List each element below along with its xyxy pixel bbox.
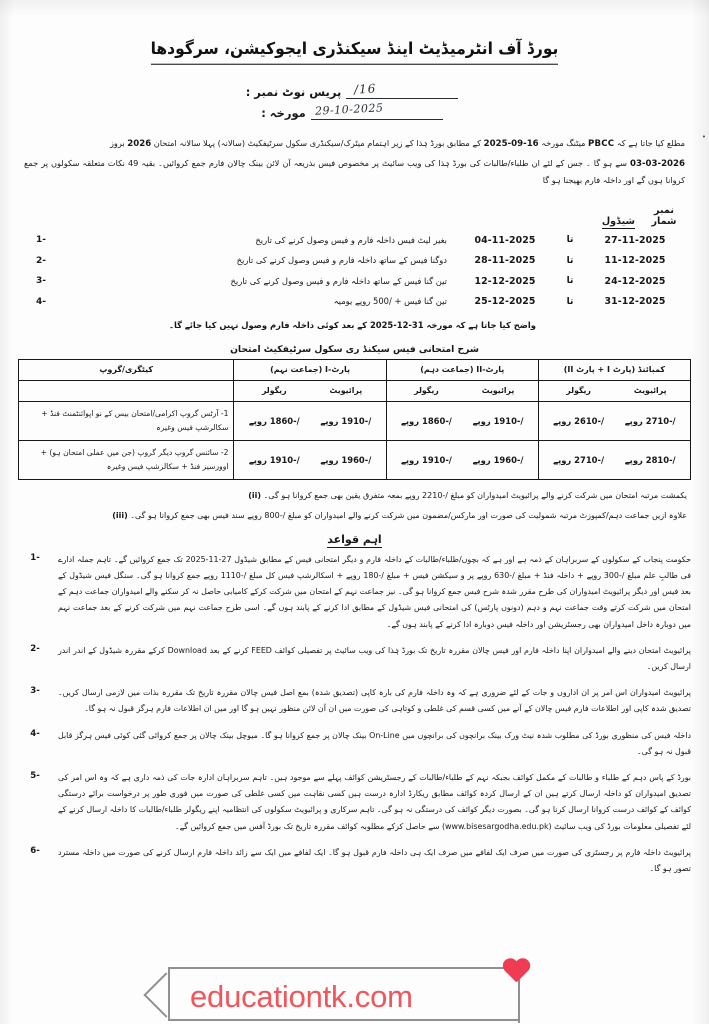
fee-table-header-row [19, 360, 691, 381]
schedule-footnote-suffix: کے بعد کوئی داخلہ فارم وصول نہیں کیا جائے گا۔ [169, 320, 368, 331]
intro-text-c: کے مطابق بورڈ ہٰذا کے زیر اہتمام میٹرک/سیکنڈری سکول سرٹیفکیٹ (سالانہ) پہلا سالانہ امتحان [153, 138, 482, 149]
fee-subhdr-combined [538, 381, 690, 402]
schedule-row-sr: 3- [36, 276, 46, 287]
press-note-blank [346, 81, 458, 99]
schedule-footnote-prefix: واضح کیا جاتا ہے کہ مورخہ [426, 320, 536, 331]
fee-part1-private: /-1960 روپے [320, 454, 372, 465]
press-date-handwritten-value: 29-10-2025 [314, 101, 384, 119]
fee-cell-combined [538, 441, 690, 480]
rule-text: بورڈ کے پاس دہم کے طلباء و طالبات کے مکمل کوائف بجبکہ نہم کے طلباء/طالبات کے رجسٹریشن کوائف پہلے سے موجود ہیں۔ تاہم سربراہان ادارہ جات کی ذمہ داری ہے کہ وہ اس امر کی تصدیق امیدواران کو داخلہ ارسال کرتے ہیں ان کے ارسال کردہ کوائف مطابق ریکارڈ ادارہ درست ہیں کسی نقاہت میں کسی غلطی کی صورت میں فوری طور پر درخواست برائے درستگی کوائف کے کوائف درست کروانا ارسال کرنا ہو گی۔ بصورت دیگر کوائف کی درستگی نہ ہو گی۔ تاہم سرکاری و پرائیویٹ سکولوں کی انتظامیہ اپنے ریگولر طلباء/طالبات کا داخلہ ارسال کرنے کے لئے تفصیلی معلومات بورڈ کی ویب سائیٹ (www.bisesargodha.edu.pk) سے حاصل کرکے مطلوبہ کوائف مقررہ تاریخ تک بورڈ آفس میں جمع کروائیں گے۔ [58, 772, 691, 831]
rule-number: 5- [30, 770, 40, 781]
rule-item [18, 728, 691, 760]
schedule-row-sr: 1- [36, 235, 46, 246]
rule-text: پرائیویٹ داخلہ فارم پر رجسٹری کی صورت میں صرف ایک لفافے میں صرف ایک ہی داخلہ فارم قبول ہو گا۔ ایک لفافے میں ایک سے زائد داخلہ فارم ارسال کرنے کی صورت میں داخلہ مسترد تصور ہو گا۔ [58, 847, 691, 873]
fee-subhdr-category-blank [19, 381, 234, 402]
board-masthead [18, 38, 691, 74]
pbcc-acronym: PBCC [588, 139, 615, 150]
fee-cell-part2 [386, 402, 538, 441]
schedule-row-from: 12-12-2025 [474, 275, 536, 287]
schedule-footnote [18, 320, 687, 330]
rule-text: حکومت پنجاب کے سکولوں کے سربراہان کے ذمہ ہے اور ہے کہ بچوں/طلباء/طالبات کے داخلہ فارم و دیگر امتحانی فیس کے مطابق شیڈول 27-11-2025 تک جمع کروائیں گے۔ تاہم جملہ ادارے فی طالبِ علم مبلغ /-300 روپے + داخلہ فنڈ + مبلغ /-630 روپے پر و سیکشن فیس + مبلغ /-180 روپے + اسکالرشپ فیس کل مبلغ /-1110 روپے جمع کروانا ہو گی۔ سنگل فیس شیڈول کے بعد فیس اور دیگر پرائیویٹ امیدواران کی طرح مقرر شدہ شرح فیس جمع کروانا ہو گی۔ نیز جماعت نہم کے امتحان میں شرکت کرکے کامیابی حاصل نہ کر سکنے والے امیدواران جماعت دہم کے امتحان میں شرکت کرتے وقت جماعت نہم و دہم (دونوں پارٹس) کی امتحانی فیس شیڈول کے مطابق ادا کرنے کے پابند ہوں گے۔ اسی طرح جماعت نہم میں شرکت کرنے کے بعد جماعت نہم میں دوبارہ داخل امیدواران بھی رجسٹریشن اور داخلہ فیس دوبارہ ادا کرنے کے پابند ہوں گے۔ [58, 554, 692, 629]
schedule-row [18, 254, 687, 267]
schedule-section [18, 205, 691, 331]
board-title: بورڈ آف انٹرمیڈیٹ اینڈ سیکنڈری ایجوکیشن، سرگودھا [151, 37, 559, 65]
rules-heading: اہم قواعد [327, 532, 382, 546]
schedule-row-description: بغیر لیٹ فیس داخلہ فارم و فیس وصول کرنے کی تاریخ [255, 234, 447, 245]
fee-subhdr-part2-private: پرائیویٹ [481, 386, 515, 396]
fee-part1-regular: /-1860 روپے [248, 415, 300, 426]
schedule-row-to: 11-12-2025 [604, 255, 666, 267]
schedule-footnote-date: 31-12-2025 [369, 320, 424, 331]
schedule-row [18, 234, 687, 247]
schedule-row-sr: 4- [36, 296, 46, 307]
fee-note-number: (ii) [248, 491, 262, 501]
schedule-row-separator: تا [566, 276, 574, 287]
schedule-row-sr: 2- [36, 255, 46, 266]
fee-note-text: یکمشت مرتبہ امتحان میں شرکت کرنے والے پرائیویٹ امیدواران کو مبلغ /-2210 روپے بمعہ متفرق یقین بھی جمع کروانا ہو گی۔ [263, 491, 687, 501]
fee-part1-regular: /-1910 روپے [248, 454, 300, 465]
fee-combined-regular: /-2710 روپے [553, 454, 605, 465]
schedule-row [18, 295, 687, 308]
schedule-row-to: 24-12-2025 [604, 275, 666, 287]
fee-cell-category: 2- سائنس گروپ دیگر گروپ (جن میں عملی امتحان ہو) + اوورسیز فنڈ + سکالرشپ فیس وغیرہ [19, 441, 234, 480]
schedule-row-description: تین گنا فیس کے ساتھ داخلہ فارم و فیس وصول کرنے کی تاریخ [230, 275, 447, 286]
scan-edge-mark: • [701, 133, 706, 141]
schedule-row [18, 275, 687, 288]
rule-number: 6- [30, 845, 40, 856]
fee-cell-part1 [234, 441, 386, 480]
schedule-row-from: 28-11-2025 [474, 255, 536, 267]
fee-col-category: کیٹگری/گروپ [19, 360, 234, 381]
rule-number: 1- [30, 552, 40, 563]
fee-table-subheader-row [19, 381, 691, 402]
fee-cell-part1 [234, 402, 386, 441]
intro-line-1 [24, 136, 685, 153]
schedule-row-separator: تا [566, 235, 574, 246]
intro-text-a: مطلع کیا جاتا ہے کہ [616, 138, 685, 149]
fee-note-text: علاوہ ازیں جماعت دہم/کمپوزٹ مرتبہ شمولیت کی صورت اور مارکس/مضمون میں شرکت کرنے والے امیدواران کو مبلغ /-800 روپے سند فیس بھی جمع کروانا ہو گی۔ [130, 510, 687, 520]
fee-subhdr-part1-regular: ریگولر [261, 386, 287, 396]
press-note-label: پریس نوٹ نمبر : [245, 84, 342, 99]
fee-col-part1: پارٹ-I (جماعت نہم) [234, 360, 386, 381]
schedule-row-to: 31-12-2025 [604, 296, 666, 308]
schedule-row-description: تین گنا فیس + /500 روپے یومیہ [333, 296, 447, 307]
exam-start-date: 03-03-2026 [630, 159, 685, 169]
press-note-line [18, 81, 691, 99]
fee-subhdr-part2 [386, 381, 538, 402]
rule-item [18, 770, 691, 835]
rule-item [18, 643, 691, 675]
schedule-row-to: 27-11-2025 [604, 234, 666, 246]
schedule-row-separator: تا [566, 296, 574, 307]
rule-text: داخلہ فیس کی منظوری بورڈ کی مطلوب شدہ نیٹ ورک بینک برانچوں کی برانچوں میں On-Line بینک چالان پر جمع کروانا ہو گا۔ میوچل بینک چالان پر جمع کروائی گئی کوئی فیس ہرگز قابل قبول نہ ہو گی۔ [58, 730, 691, 756]
rule-number: 3- [30, 686, 40, 697]
schedule-row-from: 04-11-2025 [474, 234, 536, 246]
press-note-handwritten-value: 16/ [353, 81, 377, 97]
fee-part1-private: /-1910 روپے [320, 415, 372, 426]
fee-table-notes [18, 488, 691, 522]
intro-text-d: بروز [109, 138, 125, 149]
rule-item [18, 552, 691, 633]
schedule-sr-header: نمبر شمار [651, 204, 677, 227]
rule-text: پرائیویٹ امتحان دینے والے امیدواران اپنا داخلہ فارم اور فیس چالان مقررہ تاریخ تک بورڈ ہٰذا کی ویب سائیٹ پر تفصیلی کوائف FEED کرنے کے بعد Download کرکے مقررہ شیڈول کے اندر اندر ارسال کریں۔ [58, 645, 691, 671]
fee-table-row [19, 402, 691, 441]
rule-number: 4- [30, 728, 40, 739]
schedule-title-header: شیڈول [601, 215, 635, 227]
intro-paragraph [18, 136, 691, 188]
fee-table-caption: شرح امتحانی فیس سیکنڈ ری سکول سرٹیفکیٹ امتحان [230, 344, 479, 356]
fee-subhdr-part1 [234, 381, 386, 402]
fee-part2-regular: /-1860 روپے [401, 415, 452, 426]
schedule-row-separator: تا [566, 255, 574, 266]
fee-col-combined: کمبائنڈ (پارٹ I + پارٹ II) [538, 360, 690, 381]
fee-note [22, 508, 687, 523]
rule-item [18, 685, 691, 717]
press-date-label: مورخہ : [261, 106, 306, 121]
fee-combined-private: /-2710 روپے [624, 415, 676, 426]
fee-cell-category: 1- آرٹس گروپ اکرامی/امتحان بیس کے نو اپوائنٹمنٹ فنڈ + سکالرشپ فیس وغیرہ [19, 402, 234, 441]
rule-item [18, 845, 691, 877]
fee-subhdr-combined-private: پرائیویٹ [633, 386, 667, 396]
schedule-header-row [18, 205, 687, 227]
schedule-row-description: دوگنا فیس کے ساتھ داخلہ فارم و فیس وصول کرنے کی تاریخ [236, 255, 447, 266]
fee-col-part2: پارٹ-II (جماعت دہم) [386, 360, 538, 381]
intro-text-e: سے ہو گا ۔ جس کے لئے ان طلباء/طالبات کی بورڈ ہٰذا کی ویب سائیٹ پر مخصوص فیس بذریعہ آن لائن بینک چالان فارم جمع کروائیں۔ بقیہ 49 نکات متعلقہ سکولوں پر جمع کروانا ہوں گے اور داخلہ فارم بھیجنا ہو گا [24, 158, 685, 185]
rule-text: پرائیویٹ امیدواران اس امر پر ان اداروں و جات کے لئے ضروری ہے کہ وہ داخلہ فارم کی بارہ کاپی (تصدیق شدہ) بمع اصل فیس چالان مقررہ تاریخ تک مقررہ بذات میں لازمی ارسال کریں۔ تصدیق شدہ کاپی اور اطلاعات فارم فیس چالان کے آنے میں کسی قسم کی غلطی و کوتاہی کی صورت میں ان آن لائن منظور نہیں ہو گا اور میں ان اطلاعات فارم ہرگز قبول نہ ہو گا۔ [58, 688, 691, 714]
fee-part2-private: /-1960 روپے [472, 454, 524, 465]
press-date-line [18, 101, 691, 121]
fee-table [18, 359, 691, 480]
schedule-row-from: 25-12-2025 [474, 296, 536, 308]
rule-number: 2- [30, 643, 40, 654]
fee-subhdr-combined-regular: ریگولر [566, 386, 591, 396]
intro-line-2 [24, 156, 685, 189]
fee-subhdr-part2-regular: ریگولر [414, 386, 439, 396]
pbcc-meeting-date: 16-09-2025 [483, 139, 539, 150]
fee-part2-regular: /-1910 روپے [401, 454, 452, 465]
exam-year: 2026 [127, 139, 152, 150]
fee-note [22, 488, 687, 503]
fee-table-row [19, 441, 691, 480]
fee-cell-combined [538, 402, 690, 441]
press-date-blank [311, 101, 443, 120]
fee-subhdr-part1-private: پرائیویٹ [329, 386, 363, 396]
fee-combined-regular: /-2610 روپے [553, 415, 605, 426]
fee-note-number: (iii) [112, 510, 128, 520]
watermark-text: educationtk.com [190, 979, 413, 1014]
fee-combined-private: /-2810 روپے [624, 454, 676, 465]
fee-cell-part2 [386, 441, 538, 480]
intro-text-b: میٹنگ مورخہ [541, 138, 586, 149]
fee-part2-private: /-1910 روپے [472, 415, 524, 426]
